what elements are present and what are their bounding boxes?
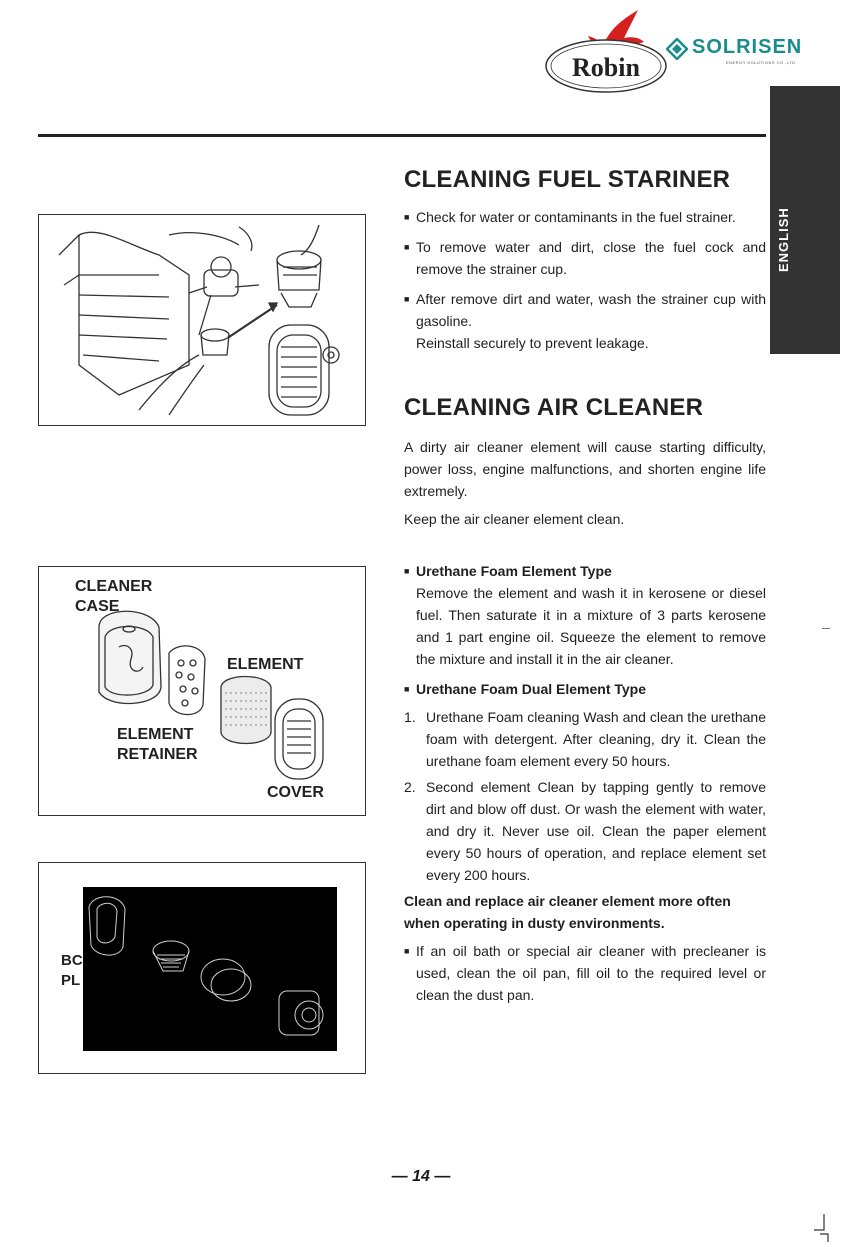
air-cleaner-keep-clean: Keep the air cleaner element clean. — [404, 511, 625, 527]
partial-label: BC — [61, 952, 83, 969]
dual-element-illustration — [83, 887, 337, 1051]
air-cleaner-intro: A dirty air cleaner element will cause starting difficulty, power loss, engine malfunctions, and shorten engine life extremely. — [404, 439, 766, 499]
partial-label: PL — [61, 972, 81, 989]
dual-step-text: Urethane Foam cleaning Wash and clean the urethane foam with detergent. After cleaning, dry it. Clean the urethane foam element every 50 hours. — [426, 709, 766, 769]
header-divider — [38, 134, 766, 137]
dual-step-number: 2. — [404, 779, 416, 795]
dual-element-photo — [83, 887, 337, 1051]
dual-type-heading: ■ Urethane Foam Dual Element Type — [404, 678, 766, 700]
element-label: ELEMENT — [227, 656, 304, 673]
fuel-strainer-title: CLEANING FUEL STARINER — [404, 166, 731, 193]
air-cleaner-title: CLEANING AIR CLEANER — [404, 394, 704, 421]
air-cleaner-figure — [38, 566, 366, 816]
air-cleaner-body — [404, 436, 766, 530]
fuel-strainer-figure — [38, 214, 366, 426]
language-tab-label: ENGLISH — [776, 207, 791, 272]
fuel-strainer-bullet: ■ To remove water and dirt, close the fuel cock and remove the strainer cup. — [404, 236, 766, 280]
fuel-strainer-body — [404, 206, 766, 354]
dual-element-figure — [38, 862, 366, 1074]
margin-tick — [822, 628, 830, 629]
solrisen-logo-text: SOLRISEN — [692, 36, 803, 58]
fuel-strainer-bullet: ■ Check for water or contaminants in the fuel strainer. — [404, 206, 766, 228]
oil-bath-note: ■ If an oil bath or special air cleaner with precleaner is used, clean the oil pan, fill oil to the required level or clean the dust pan. — [404, 940, 766, 1006]
cleaner-case-label: CLEANER CASE — [75, 578, 153, 615]
dual-step-item — [404, 776, 766, 886]
solrisen-mark-icon — [666, 38, 688, 60]
dusty-warning: Clean and replace air cleaner element more often when operating in dusty environments. — [404, 893, 731, 931]
dual-step-text: Second element Clean by tapping gently to remove dirt and blow off dust. Or wash the element with water, and dry it. Never use oil. Clean the paper element every 50 hours of operation, and replace element set every 200 hours. — [426, 779, 766, 883]
air-cleaner-section — [404, 394, 764, 422]
dual-step-item — [404, 706, 766, 772]
fuel-strainer-illustration — [39, 215, 364, 424]
foam-type-heading: ■ Urethane Foam Element Type — [404, 560, 766, 582]
fuel-strainer-section — [404, 166, 764, 194]
language-tab — [770, 86, 840, 354]
fuel-strainer-bullet: ■ After remove dirt and water, wash the strainer cup with gasoline. — [404, 288, 766, 332]
air-cleaner-procedures — [404, 560, 766, 1006]
solrisen-logo — [666, 36, 826, 72]
cover-label: COVER — [267, 784, 324, 801]
fuel-strainer-note: Reinstall securely to prevent leakage. — [416, 335, 649, 351]
page-number: — 14 — — [391, 1168, 451, 1185]
robin-logo — [540, 8, 672, 96]
corner-crop-mark — [810, 1210, 832, 1244]
foam-type-text: Remove the element and wash it in kerosene or diesel fuel. Then saturate it in a mixture of 3 parts kerosene and 1 part engine oil. Squeeze the element to remove the mixture and install it in the air cleaner. — [416, 585, 766, 667]
robin-logo-text: Robin — [572, 53, 640, 82]
solrisen-logo-subtext: ENERGY SOLUTIONS CO.,LTD — [726, 60, 796, 65]
element-retainer-label: ELEMENT RETAINER — [117, 726, 198, 763]
dual-step-number: 1. — [404, 709, 416, 725]
